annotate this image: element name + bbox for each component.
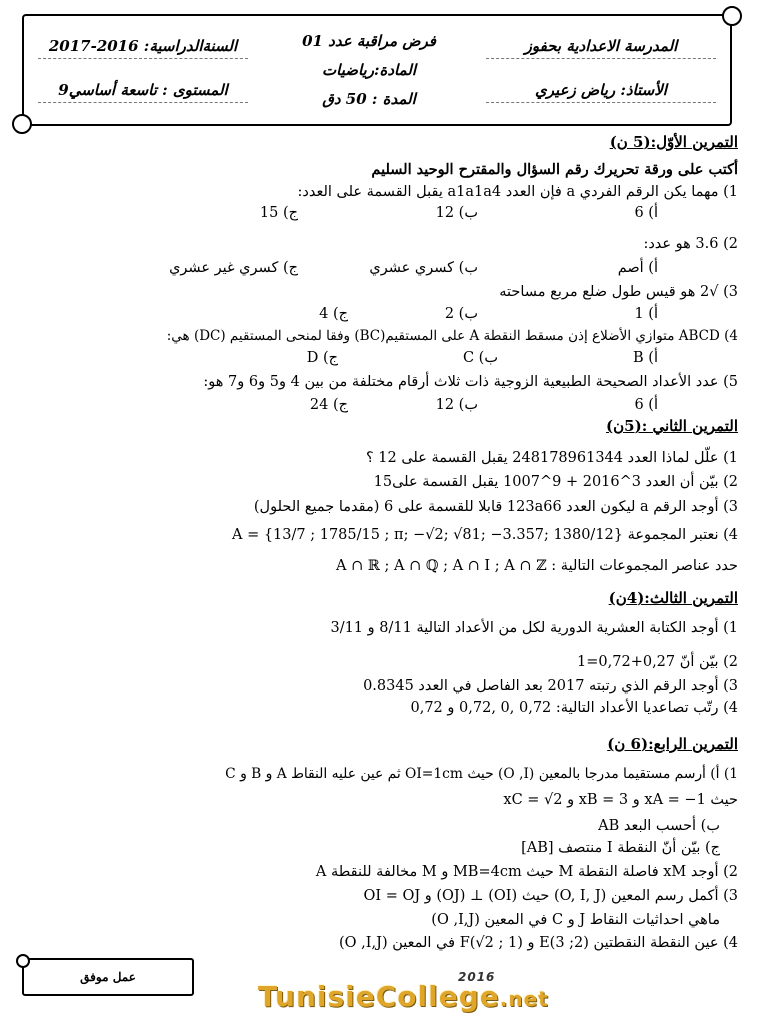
scroll-curl-icon xyxy=(722,6,742,26)
ex4-q4: 4) عين النقطة النقطتين E(3 ;2) و F(√2 ; 1) في المعين (O ,I,J) xyxy=(339,935,738,951)
ex4-q3: 3) أكمل رسم المعين (O, I, J) حيث (OI) ⊥ (OJ) و OI = OJ xyxy=(363,888,738,904)
ex1-q1: 1) مهما يكن الرقم الفردي a فإن العدد a1a1a4 يقبل القسمة على العدد: xyxy=(297,184,738,200)
ex1-title: التمرين الأوّل:(5 ن) xyxy=(609,133,738,151)
ex1-q5-option-a: أ) 6 xyxy=(634,397,658,413)
scroll-curl-icon xyxy=(12,114,32,134)
ex1-q4-option-b: ب) C xyxy=(462,350,498,366)
ex1-q5: 5) عدد الأعداد الصحيحة الطبيعية الزوجية ذات ثلاث أرقام مختلفة من بين 4 و5 و6 و7 هو: xyxy=(203,374,738,390)
ex3-q2: 2) بيّن أنّ 0,27+0,72=1 xyxy=(577,654,738,670)
ex1-q3-option-a: أ) 1 xyxy=(634,306,658,322)
logo-tld: .net xyxy=(499,987,549,1011)
duration: المدة : 50 دق xyxy=(322,90,416,109)
ex1-q2-option-c: ج) كسري غير عشري xyxy=(169,260,298,276)
ex4-q1-coordinates: حيث xA = −1 و xB = 3 و xC = √2 xyxy=(503,792,738,808)
header-exam-column xyxy=(264,26,474,114)
ex4-q1: 1) أ) أرسم مستقيما مدرجا بالمعين (O ,I) حيث OI=1cm ثم عين عليه النقاط A و B و C xyxy=(225,766,738,782)
header-box xyxy=(22,14,732,126)
ex1-q2-option-a: أ) أصم xyxy=(617,260,658,276)
teacher-name: الأستاذ: رياض زعيري xyxy=(486,81,716,103)
good-luck-box: عمل موفق xyxy=(22,958,194,996)
ex2-q4-sets: حدد عناصر المجموعات التالية : A ∩ ℝ ; A ∩ ℚ ; A ∩ I ; A ∩ ℤ xyxy=(336,558,738,574)
ex1-q5-option-c: ج) 24 xyxy=(309,397,348,413)
ex1-q4-option-c: ج) D xyxy=(306,350,338,366)
ex1-q3: 3) √2 هو قيس طول ضلع مربع مساحته xyxy=(499,284,738,300)
ex2-q2: 2) بيّن أن العدد 3^2016 + 9^1007 يقبل القسمة على15 xyxy=(373,474,738,490)
ex1-q4-option-a: أ) B xyxy=(633,350,658,366)
ex2-q3: 3) أوجد الرقم a ليكون العدد 123a66 قابلا للقسمة على 6 (مقدما جميع الحلول) xyxy=(253,499,738,515)
ex1-q3-option-b: ب) 2 xyxy=(444,306,478,322)
logo-text: TunisieCollege xyxy=(258,980,500,1013)
ex1-q4: 4) ABCD متوازي الأضلاع إذن مسقط النقطة A على المستقيم(BC) وفقا لمنحى المستقيم (DC) هي: xyxy=(166,328,738,344)
ex3-q3: 3) أوجد الرقم الذي رتبته 2017 بعد الفاصل في العدد 0.8345 xyxy=(363,678,738,694)
exam-title: فرض مراقبة عدد 01 xyxy=(302,31,436,50)
ex1-instruction: أكتب على ورقة تحريرك رقم السؤال والمقترح الوحيد السليم xyxy=(371,161,738,178)
ex1-q2: 2) 3.6 هو عدد: xyxy=(643,236,738,252)
ex4-q2: 2) أوجد xM فاصلة النقطة M حيث MB=4cm و M مخالفة للنقطة A xyxy=(315,864,738,880)
logo-year: 2016 xyxy=(458,970,496,984)
site-logo xyxy=(258,970,549,1020)
ex1-q2-option-b: ب) كسري عشري xyxy=(369,260,478,276)
ex4-q1-c: ج) بيّن أنّ النقطة I منتصف [AB] xyxy=(521,840,720,856)
ex1-q1-option-a: أ) 6 xyxy=(634,205,658,221)
school-name: المدرسة الاعدادية بحفوز xyxy=(486,37,716,59)
ex3-q1: 1) أوجد الكتابة العشرية الدورية لكل من الأعداد التالية 8/11 و 3/11 xyxy=(330,620,738,636)
school-year: السنةالدراسية: 2016-2017 xyxy=(38,37,248,59)
subject: المادة:رياضيات xyxy=(322,60,416,79)
ex3-title: التمرين الثالث:(4ن) xyxy=(608,589,738,607)
ex3-q4: 4) رتّب تصاعديا الأعداد التالية: 0,72 ,0 ,0,72 و 0,72 xyxy=(410,700,738,716)
level: المستوى : تاسعة أساسي9 xyxy=(38,81,248,103)
ex1-q3-option-c: ج) 4 xyxy=(319,306,348,322)
ex4-q1-b: ب) أحسب البعد AB xyxy=(598,818,720,834)
ex2-q4: 4) نعتبر المجموعة A = {13/7 ; 1785/15 ; π; −√2; √81; −3.357; 1380/12} xyxy=(231,527,738,543)
ex2-title: التمرين الثاني :(5ن) xyxy=(606,417,738,435)
ex4-q3-b: ماهي احداثيات النقاط J و C في المعين (O ,I,J) xyxy=(431,912,720,928)
header-school-column xyxy=(486,26,716,114)
ex1-q1-option-b: ب) 12 xyxy=(435,205,478,221)
ex2-q1: 1) علّل لماذا العدد 248178961344 يقبل القسمة على 12 ؟ xyxy=(365,450,738,466)
header-year-column xyxy=(38,26,248,114)
ex1-q5-option-b: ب) 12 xyxy=(435,397,478,413)
ex4-title: التمرين الرابع:(6 ن) xyxy=(607,735,738,753)
ex1-q1-option-c: ج) 15 xyxy=(259,205,298,221)
